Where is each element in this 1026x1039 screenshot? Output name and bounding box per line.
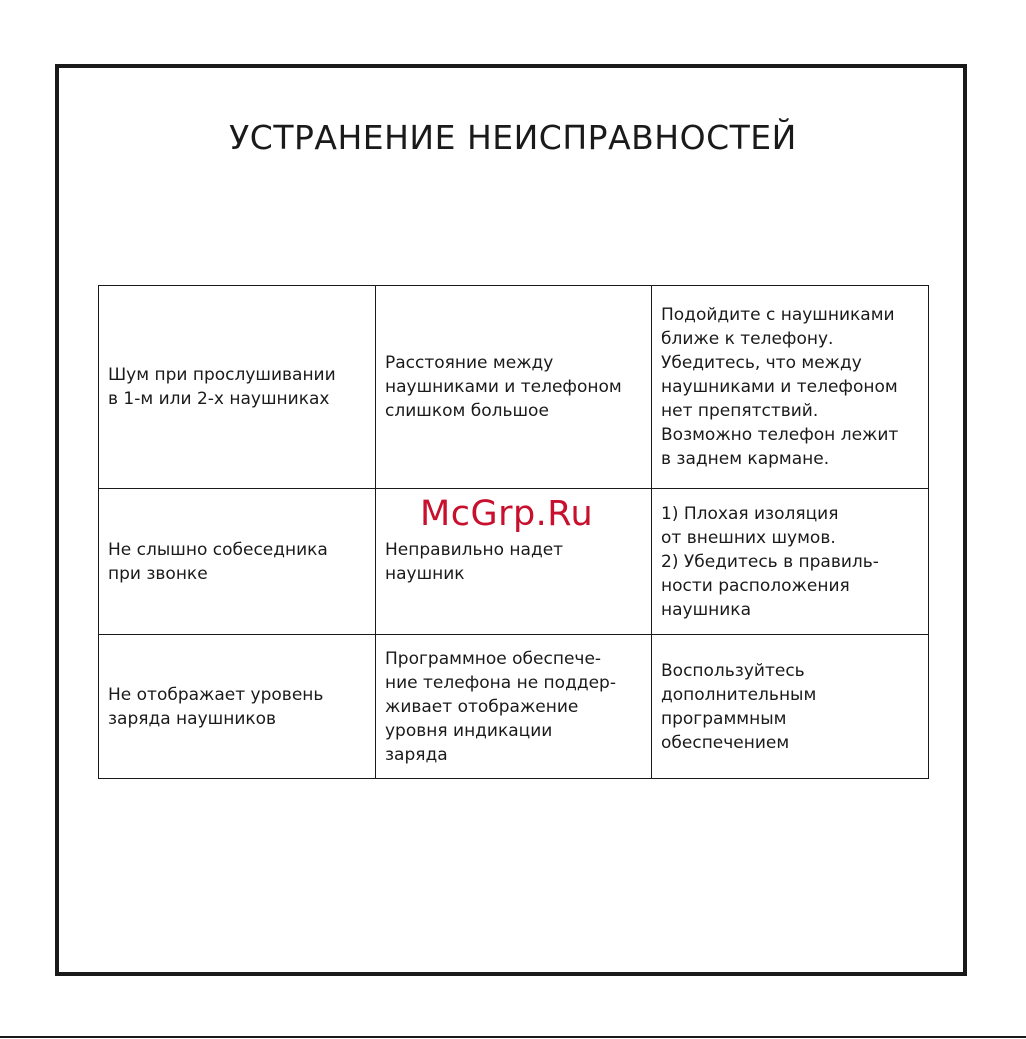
problem-cell: Не слышно собеседника при звонке bbox=[99, 489, 376, 635]
solution-cell: Воспользуйтесь дополнительным программным обеспечением bbox=[652, 635, 929, 779]
problem-cell: Не отображает уровень заряда наушников bbox=[99, 635, 376, 779]
problem-cell: Шум при прослушивании в 1-м или 2-х наушниках bbox=[99, 286, 376, 489]
cause-cell: Программное обеспече- ние телефона не поддер- живает отображение уровня индикации заряда bbox=[376, 635, 652, 779]
bottom-divider bbox=[0, 1036, 1026, 1038]
table-row bbox=[99, 635, 929, 779]
watermark: McGrp.Ru bbox=[420, 494, 594, 534]
solution-cell: Подойдите с наушниками ближе к телефону. Убедитесь, что между наушниками и телефоном нет препятствий. Возможно телефон лежит в заднем кармане. bbox=[652, 286, 929, 489]
table-row bbox=[99, 489, 929, 635]
troubleshooting-table bbox=[98, 285, 929, 779]
cause-cell: Расстояние между наушниками и телефоном слишком большое bbox=[376, 286, 652, 489]
page-title: УСТРАНЕНИЕ НЕИСПРАВНОСТЕЙ bbox=[229, 118, 797, 157]
cause-cell: Неправильно надет наушник bbox=[376, 489, 652, 635]
solution-cell: 1) Плохая изоляция от внешних шумов. 2) Убедитесь в правиль- ности расположения наушника bbox=[652, 489, 929, 635]
table-row bbox=[99, 286, 929, 489]
